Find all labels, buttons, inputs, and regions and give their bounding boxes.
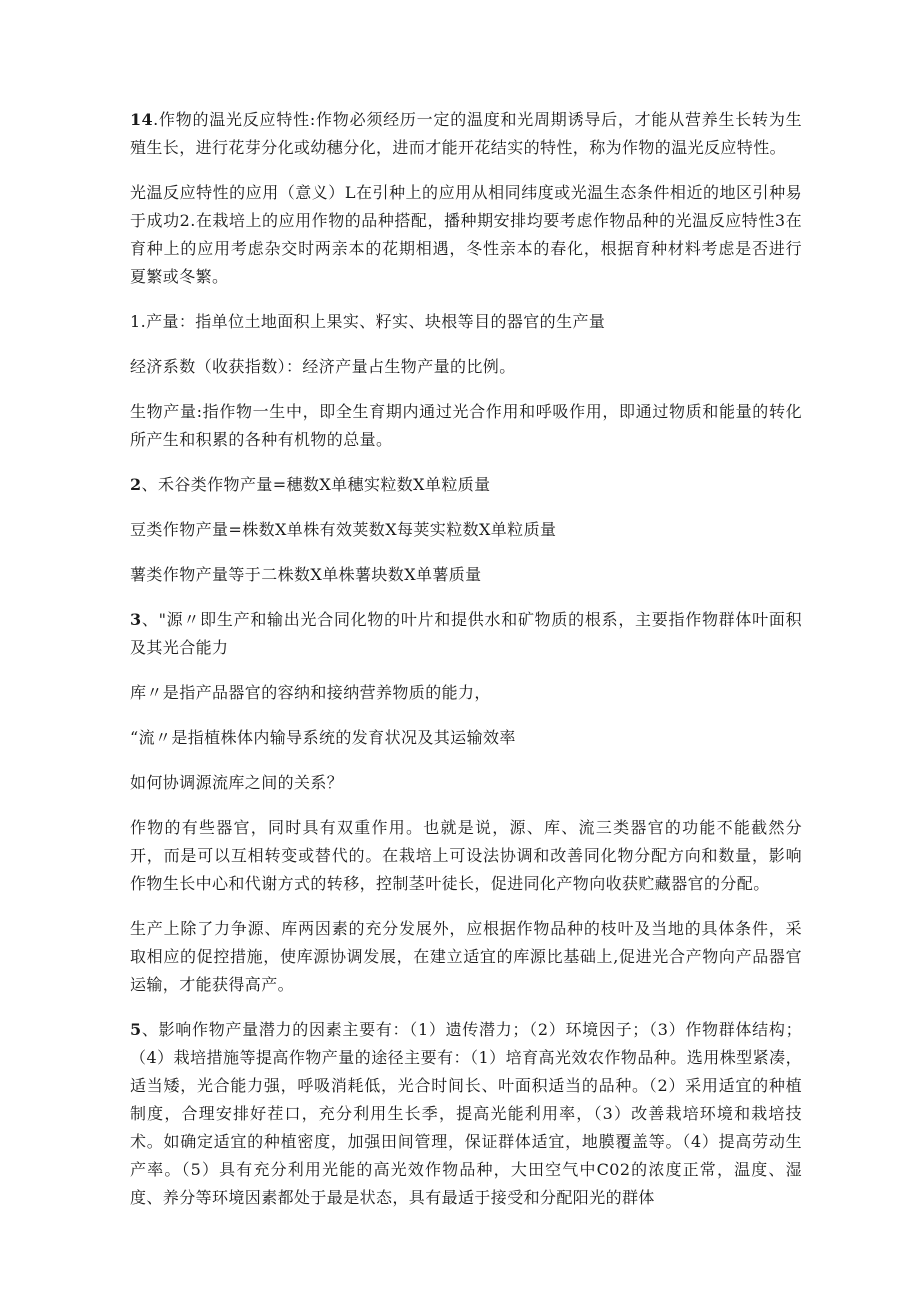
paragraph-text: .作物的温光反应特性:作物必须经历一定的温度和光周期诱导后，才能从营养生长转为生殖生长，进行花芽分化或幼穗分化，进而才能开花结实的特性，称为作物的温光反应特性。 xyxy=(130,110,802,157)
paragraph-yield-definition: 1.产量：指单位土地面积上果实、籽实、块根等目的器官的生产量 xyxy=(130,312,606,331)
paragraph-yield-potential xyxy=(130,1016,802,1212)
item-number: 2 xyxy=(130,475,142,494)
paragraph-sink: 库〃是指产品器官的容纳和接纳营养物质的能力， xyxy=(130,683,491,702)
item-number: 14 xyxy=(130,110,154,129)
paragraph-flow: “流〃是指植株体内输导系统的发育状况及其运输效率 xyxy=(130,728,516,747)
paragraph-application: 光温反应特性的应用（意义）L在引种上的应用从相同纬度或光温生态条件相近的地区引种易于成功2.在栽培上的应用作物的品种搭配，播种期安排均要考虑作物品种的光温反应特性3在育种上的应用考虑杂交时两亲本的花期相遇，冬性亲本的春化，根据育种材料考虑是否进行夏繁或冬繁。 xyxy=(130,183,802,286)
paragraph-source xyxy=(130,606,802,662)
paragraph-biological-yield: 生物产量:指作物一生中，即全生育期内通过光合作用和呼吸作用，即通过物质和能量的转化所产生和积累的各种有机物的总量。 xyxy=(130,402,802,449)
paragraph-cereal-yield xyxy=(130,471,802,499)
paragraph-temperature-light-response xyxy=(130,106,802,162)
paragraph-legume-yield: 豆类作物产量=株数X单株有效荚数X每荚实粒数X单粒质量 xyxy=(130,520,557,539)
item-number: 5 xyxy=(130,1020,142,1039)
item-number: 3 xyxy=(130,610,142,629)
paragraph-text: 、影响作物产量潜力的因素主要有：（1）遗传潜力；（2）环境因子；（3）作物群体结构；（4）栽培措施等提高作物产量的途径主要有：（1）培育高光效农作物品种。选用株型紧凑，适当矮，光合能力强，呼吸消耗低，光合时间长、叶面积适当的品种。（2）采用适宜的种植制度，合理安排好茬口，充分利用生长季，提高光能利用率，（3）改善栽培环境和栽培技术。如确定适宜的种植密度，加强田间管理，保证群体适宜，地膜覆盖等。（4）提高劳动生产率。（5）具有充分利用光能的高光效作物品种，大田空气中C02的浓度正常，温度、湿度、养分等环境因素都处于最是状态，具有最适于接受和分配阳光的群体 xyxy=(130,1020,802,1207)
paragraph-text: 、"源〃即生产和输出光合同化物的叶片和提供水和矿物质的根系，主要指作物群体叶面积及其光合能力 xyxy=(130,610,802,657)
paragraph-text: 、禾谷类作物产量=穗数X单穗实粒数X单粒质量 xyxy=(141,475,491,494)
document-page xyxy=(130,106,802,1229)
paragraph-tuber-yield: 薯类作物产量等于二株数X单株薯块数X单薯质量 xyxy=(130,565,482,584)
paragraph-economic-coefficient: 经济系数（收获指数）：经济产量占生物产量的比例。 xyxy=(130,357,516,376)
paragraph-production-measures: 生产上除了力争源、库两因素的充分发展外，应根据作物品种的枝叶及当地的具体条件，采取相应的促控措施，使库源协调发展，在建立适宜的库源比基础上,促进光合产物向产品器官运输，才能获得高产。 xyxy=(130,919,802,994)
paragraph-dual-role: 作物的有些器官，同时具有双重作用。也就是说，源、库、流三类器官的功能不能截然分开，而是可以互相转变或替代的。在栽培上可设法协调和改善同化物分配方向和数量，影响作物生长中心和代谢方式的转移，控制茎叶徒长，促进同化产物向收获贮藏器官的分配。 xyxy=(130,818,802,893)
paragraph-question: 如何协调源流库之间的关系？ xyxy=(130,773,344,792)
